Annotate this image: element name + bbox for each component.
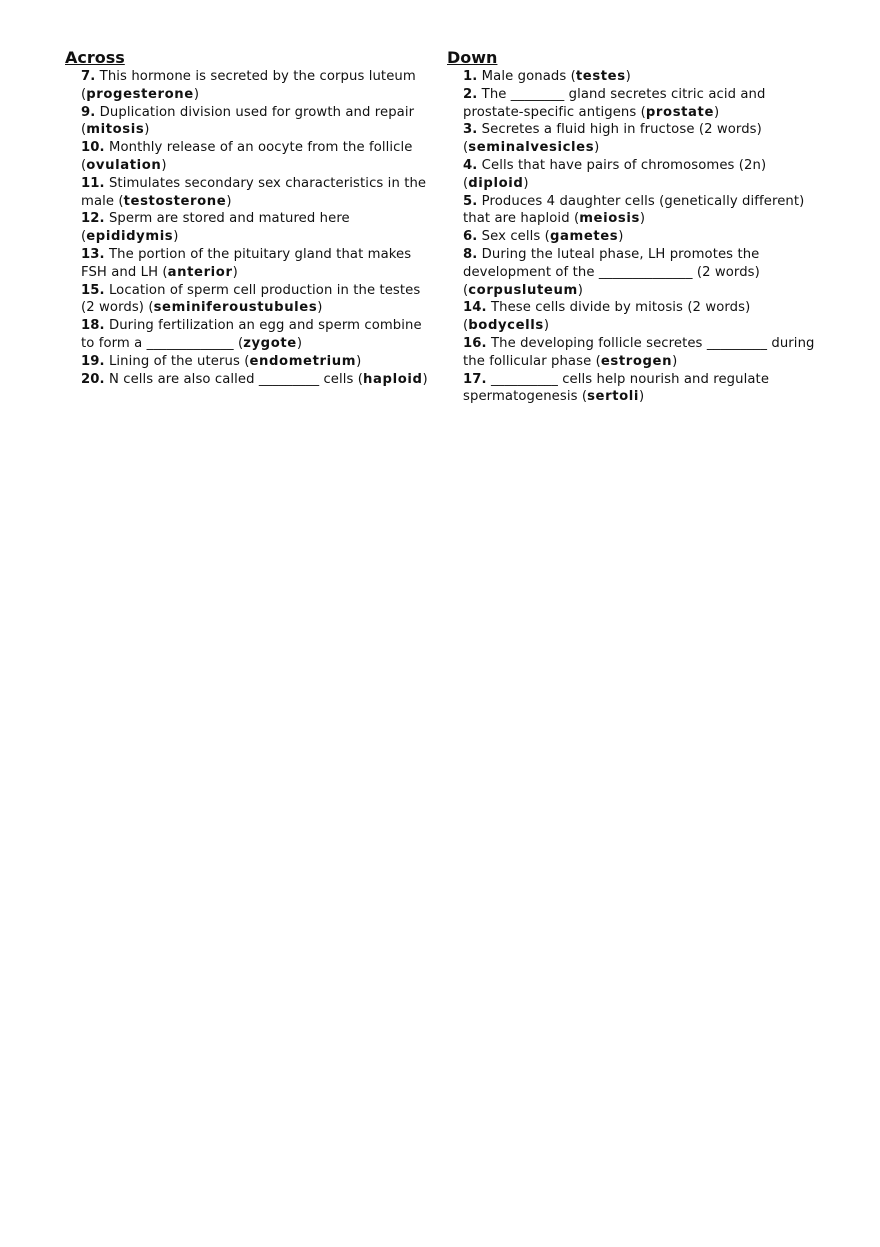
down-clue-2 — [463, 86, 827, 122]
clue-text: Sex cells ( — [477, 229, 550, 245]
clue-text: The ________ gland secretes citric acid and prostate-specific antigens ( — [463, 86, 766, 120]
clue-number: 4. — [463, 157, 478, 173]
across-clue-19 — [81, 353, 435, 371]
clue-answer: mitosis — [86, 122, 145, 138]
down-clue-14 — [463, 299, 827, 335]
clue-close: ) — [714, 104, 720, 120]
across-clue-12 — [81, 210, 435, 246]
clue-number: 10. — [81, 140, 105, 156]
clue-close: ) — [226, 193, 232, 209]
down-clue-3 — [463, 121, 827, 157]
clue-answer: testes — [575, 69, 626, 84]
across-clue-9 — [81, 104, 435, 140]
clue-answer: epididymis — [86, 229, 174, 245]
clue-text: Cells that have pairs of chromosomes (2n) ( — [463, 157, 767, 191]
clue-answer: zygote — [243, 335, 297, 351]
down-clue-4 — [463, 157, 827, 193]
clue-close: ) — [625, 69, 631, 84]
down-clue-16 — [463, 335, 827, 371]
clue-close: ) — [356, 353, 362, 369]
across-clue-18 — [81, 317, 435, 353]
clue-close: ) — [193, 86, 200, 102]
across-clue-13 — [81, 246, 435, 282]
clue-text: N cells are also called _________ cells ( — [104, 371, 364, 387]
clue-close: ) — [232, 264, 238, 280]
across-clue-7 — [81, 68, 435, 104]
across-clue-11 — [81, 175, 435, 211]
clue-text: Secretes a fluid high in fructose (2 words) ( — [463, 122, 762, 156]
clue-answer: testosterone — [123, 193, 227, 209]
clue-text: During the luteal phase, LH promotes the development of the ______________ (2 words) ( — [463, 246, 760, 298]
clue-text: During fertilization an egg and sperm combine to form a _____________ ( — [81, 318, 422, 351]
clue-number: 2. — [463, 86, 478, 102]
clue-text: Lining of the uterus ( — [104, 353, 250, 369]
clue-answer: meiosis — [579, 211, 640, 227]
clue-text: __________ cells help nourish and regulate spermatogenesis ( — [463, 371, 770, 405]
down-clue-5 — [463, 193, 827, 229]
clue-text: Location of sperm cell production in the testes (2 words) ( — [81, 282, 421, 316]
clue-text: This hormone is secreted by the corpus luteum ( — [81, 69, 416, 102]
clue-number: 11. — [81, 175, 105, 191]
clue-number: 12. — [81, 211, 105, 227]
clue-answer: haploid — [363, 371, 423, 387]
clue-number: 8. — [463, 246, 478, 262]
clue-answer: bodycells — [468, 318, 544, 334]
across-column — [65, 48, 435, 388]
down-clue-17 — [463, 371, 827, 407]
clue-number: 7. — [81, 69, 96, 84]
clue-answer: seminiferoustubules — [153, 300, 318, 316]
down-clue-6 — [463, 228, 827, 246]
clue-number: 16. — [463, 335, 487, 351]
clue-answer: prostate — [645, 104, 714, 120]
clue-number: 15. — [81, 282, 105, 298]
clue-close: ) — [317, 300, 323, 316]
clue-close: ) — [422, 371, 428, 387]
clue-number: 14. — [463, 300, 487, 316]
clue-number: 5. — [463, 193, 478, 209]
clue-answer: progesterone — [86, 86, 194, 102]
down-clue-list — [447, 68, 827, 406]
clue-text: The developing follicle secretes _________ during the follicular phase ( — [463, 335, 815, 369]
clue-answer: ovulation — [86, 157, 162, 173]
clue-number: 17. — [463, 371, 487, 387]
clue-text: Produces 4 daughter cells (genetically different) that are haploid ( — [463, 193, 805, 227]
clue-close: ) — [523, 175, 529, 191]
clue-number: 3. — [463, 122, 478, 138]
clue-text: Sperm are stored and matured here ( — [81, 211, 350, 245]
clue-answer: sertoli — [587, 389, 640, 405]
clue-close: ) — [144, 122, 150, 138]
clue-close: ) — [577, 282, 584, 298]
clue-number: 9. — [81, 104, 96, 120]
down-heading: Down — [447, 48, 498, 67]
clue-close: ) — [296, 335, 303, 351]
clue-close: ) — [639, 211, 646, 227]
clue-text: Duplication division used for growth and repair ( — [81, 104, 415, 138]
clue-text: Monthly release of an oocyte from the follicle ( — [81, 140, 413, 173]
down-clue-8 — [463, 246, 827, 299]
clue-close: ) — [639, 389, 645, 405]
clue-text: These cells divide by mitosis (2 words) ( — [463, 300, 751, 334]
across-heading: Across — [65, 48, 125, 67]
down-clue-1 — [463, 68, 827, 86]
clue-close: ) — [543, 318, 550, 334]
down-column — [447, 48, 827, 406]
across-clue-20 — [81, 371, 435, 389]
clue-answer: estrogen — [600, 353, 673, 369]
clue-answer: corpusluteum — [468, 282, 578, 298]
clue-number: 20. — [81, 371, 105, 387]
clue-answer: anterior — [167, 264, 233, 280]
across-clue-15 — [81, 282, 435, 318]
clue-answer: gametes — [549, 229, 619, 245]
clue-close: ) — [672, 353, 678, 369]
clue-text: Stimulates secondary sex characteristics in the male ( — [81, 175, 427, 209]
across-clue-10 — [81, 139, 435, 175]
clue-text: The portion of the pituitary gland that makes FSH and LH ( — [81, 246, 412, 280]
clue-number: 18. — [81, 318, 105, 334]
clue-answer: endometrium — [249, 353, 357, 369]
clue-number: 6. — [463, 229, 478, 245]
clue-close: ) — [618, 229, 624, 245]
clue-close: ) — [173, 229, 179, 245]
clue-answer: diploid — [468, 175, 524, 191]
clue-text: Male gonads ( — [477, 69, 576, 84]
clue-number: 1. — [463, 69, 478, 84]
across-clue-list — [65, 68, 435, 388]
clue-number: 13. — [81, 246, 105, 262]
clue-number: 19. — [81, 353, 105, 369]
clue-answer: seminalvesicles — [468, 140, 595, 156]
clue-close: ) — [161, 157, 167, 173]
clue-close: ) — [594, 140, 600, 156]
